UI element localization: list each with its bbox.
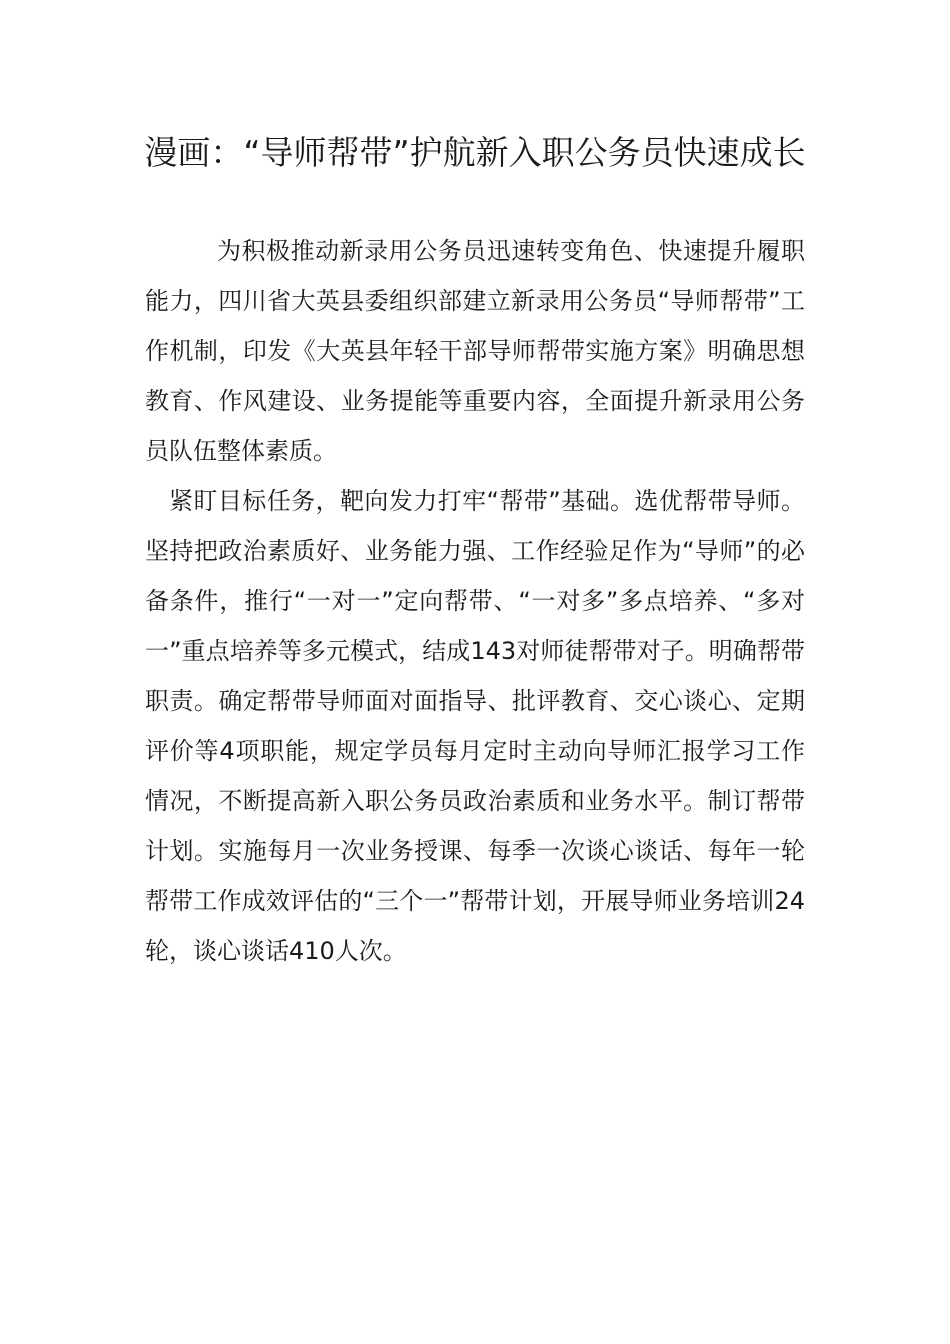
paragraph-mentor-measures: 紧盯目标任务，靶向发力打牢“帮带”基础。选优帮带导师。坚持把政治素质好、业务能力强、工作经验足作为“导师”的必备条件，推行“一对一”定向帮带、“一对多”多点培养、“多对一”重点培养等多元模式，结成143对师徒帮带对子。明确帮带职责。确定帮带导师面对面指导、批评教育、交心谈心、定期评价等4项职能，规定学员每月定时主动向导师汇报学习工作情况，不断提高新入职公务员政治素质和业务水平。制订帮带计划。实施每月一次业务授课、每季一次谈心谈话、每年一轮帮带工作成效评估的“三个一”帮带计划，开展导师业务培训24轮，谈心谈话410人次。 xyxy=(145,487,805,965)
paragraph-intro: 为积极推动新录用公务员迅速转变角色、快速提升履职能力，四川省大英县委组织部建立新录用公务员“导师帮带”工作机制，印发《大英县年轻干部导师帮带实施方案》明确思想教育、作风建设、业务提能等重要内容，全面提升新录用公务员队伍整体素质。 xyxy=(145,237,805,465)
document-title: 漫画：“导师帮带”护航新入职公务员快速成长 xyxy=(144,133,806,172)
document-body xyxy=(145,226,805,976)
